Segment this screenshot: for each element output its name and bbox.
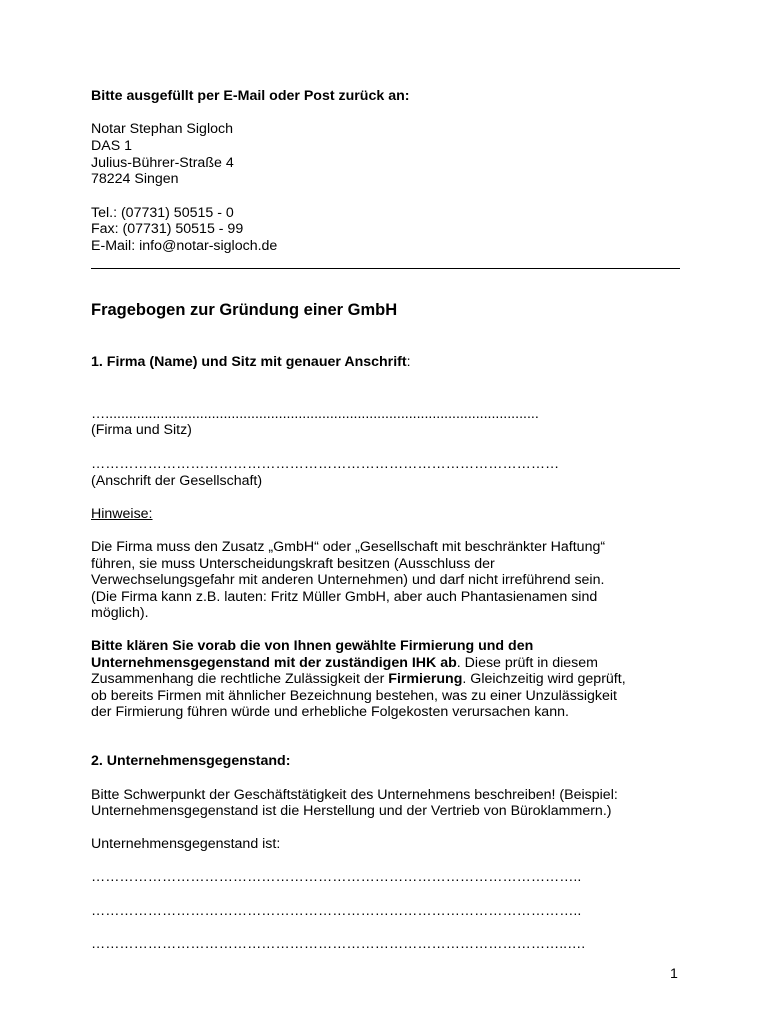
unternehmensgegenstand-field-1[interactable]: ………………………………………………………………………………………….. <box>91 869 582 885</box>
firma-sitz-field[interactable]: ….............................................................................................................. <box>91 406 539 422</box>
section2-desc-line: Unternehmensgegenstand ist die Herstellung und der Vertrieb von Büroklammern.) <box>91 803 612 819</box>
section1-heading-text: 1. Firma (Name) und Sitz mit genauer Anschrift <box>91 354 407 370</box>
contact-email: E-Mail: info@notar-sigloch.de <box>91 238 278 254</box>
address-city: 78224 Singen <box>91 171 179 187</box>
contact-phone: Tel.: (07731) 50515 - 0 <box>91 205 234 221</box>
clarify-bold-ihk: Unternehmensgegenstand mit der zuständigen IHK ab <box>91 655 457 671</box>
notes-line: Die Firma muss den Zusatz „GmbH“ oder „Gesellschaft mit beschränkter Haftung“ <box>91 539 606 555</box>
address-line-1: DAS 1 <box>91 138 133 154</box>
notes-line: (Die Firma kann z.B. lauten: Fritz Müller GmbH, aber auch Phantasienamen sind <box>91 589 598 605</box>
page-number: 1 <box>670 966 678 982</box>
anschrift-label: (Anschrift der Gesellschaft) <box>91 473 263 489</box>
clarify-line-4: ob bereits Firmen mit ähnlicher Bezeichnung bestehen, was zu einer Unzulässigkeit <box>91 688 617 704</box>
address-street: Julius-Bührer-Straße 4 <box>91 155 234 171</box>
unternehmensgegenstand-field-2[interactable]: ………………………………………………………………………………………….. <box>91 903 582 919</box>
notary-name: Notar Stephan Sigloch <box>91 121 233 137</box>
clarify-bold-firmierung: Firmierung <box>388 671 463 687</box>
page-title: Fragebogen zur Gründung einer GmbH <box>91 301 398 319</box>
clarify-text: Zusammenhang die rechtliche Zulässigkeit der <box>91 671 389 687</box>
section1-heading-colon: : <box>406 354 411 370</box>
clarify-line-5: der Firmierung führen würde und erhebliche Folgekosten verursachen kann. <box>91 704 569 720</box>
clarify-text: . Gleichzeitig wird geprüft, <box>462 671 626 687</box>
clarify-line-2 <box>91 655 598 672</box>
clarify-line-1: Bitte klären Sie vorab die von Ihnen gewählte Firmierung und den <box>91 638 534 654</box>
header-divider <box>91 268 680 269</box>
clarify-line-3 <box>91 671 626 688</box>
section2-label: Unternehmensgegenstand ist: <box>91 836 281 852</box>
contact-fax: Fax: (07731) 50515 - 99 <box>91 221 244 237</box>
unternehmensgegenstand-field-3[interactable]: ………………………………………………………………………………………..…. <box>91 936 586 952</box>
section2-desc-line: Bitte Schwerpunkt der Geschäftstätigkeit des Unternehmens beschreiben! (Beispiel: <box>91 787 618 803</box>
anschrift-field[interactable]: ……………………………………………………………………………………… <box>91 456 560 472</box>
notes-line: führen, sie muss Unterscheidungskraft besitzen (Ausschluss der <box>91 556 495 572</box>
clarify-text: . Diese prüft in diesem <box>456 655 598 671</box>
section1-heading <box>91 354 411 371</box>
notes-line: möglich). <box>91 605 149 621</box>
firma-sitz-label: (Firma und Sitz) <box>91 422 192 438</box>
notes-heading: Hinweise: <box>91 506 153 522</box>
notes-line: Verwechselungsgefahr mit anderen Unternehmen) und darf nicht irreführend sein. <box>91 572 605 588</box>
section2-heading: 2. Unternehmensgegenstand: <box>91 753 291 769</box>
return-header: Bitte ausgefüllt per E-Mail oder Post zurück an: <box>91 88 410 104</box>
